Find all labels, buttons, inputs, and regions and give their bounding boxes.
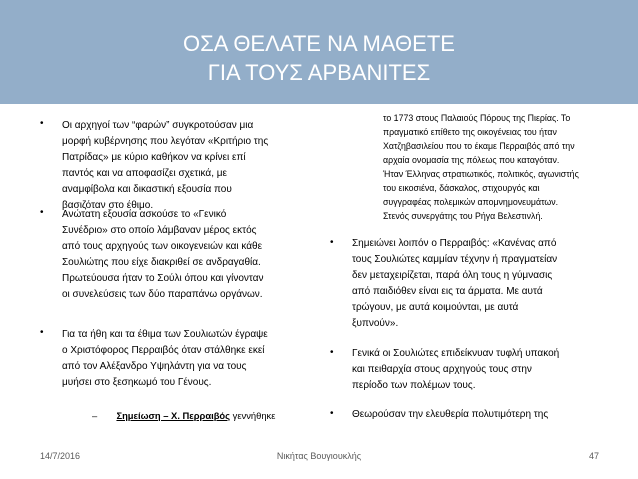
text-line: Θεωρούσαν την ελευθερία πολυτιμότερη της bbox=[352, 409, 549, 420]
footer-author: Νικήτας Βουγιουκλής bbox=[276, 451, 362, 461]
left-bullet-2 bbox=[62, 207, 292, 303]
text-line: Ανώτατη εξουσία ασκούσε το «Γενικό bbox=[62, 209, 227, 220]
text-line: ξυπνούν». bbox=[352, 318, 399, 329]
text-line: παντός και να αποφασίζει σχετικά, με bbox=[62, 168, 227, 179]
text-line: Σουλιώτης που είχε διακριθεί σε ανδραγαθία. bbox=[62, 257, 261, 268]
text-line: περίοδο των πολέμων τους. bbox=[352, 380, 476, 391]
text-line: Στενός συνεργάτης του Ρήγα Βελεστινλή. bbox=[383, 211, 543, 221]
text-line: βασιζόταν στο έθιμο. bbox=[62, 200, 154, 211]
bullet-icon: • bbox=[40, 118, 44, 129]
left-bullet-3 bbox=[62, 327, 297, 391]
bullet-icon: • bbox=[330, 408, 334, 419]
note-label: Σημείωση – Χ. Περραιβός bbox=[116, 410, 231, 421]
text-line: δεν μεταχειρίζεται, παρά όλη τους η γύμνασις bbox=[352, 270, 553, 281]
right-bullet-1 bbox=[352, 236, 592, 332]
left-bullet-1 bbox=[62, 118, 292, 214]
slide-title bbox=[0, 29, 638, 87]
title-line-1: ΟΣΑ ΘΕΛΑΤΕ ΝΑ ΜΑΘΕΤΕ bbox=[183, 31, 455, 56]
right-bullet-2 bbox=[352, 346, 592, 394]
text-line: Γενικά οι Σουλιώτες επιδείκνυαν τυφλή υπακοή bbox=[352, 348, 560, 359]
dash-glyph: – bbox=[92, 410, 98, 421]
text-line: από τους αρχηγούς των οικογενειών και κάθε bbox=[62, 241, 263, 252]
text-line: Για τα ήθη και τα έθιμα των Σουλιωτών έγραψε bbox=[62, 329, 268, 340]
note-text: γεννήθηκε bbox=[230, 410, 276, 421]
text-line: του εικοσιένα, δάσκαλος, στιχουργός και bbox=[383, 183, 540, 193]
text-line: μυήσει στο ξεσηκωμό του Γένους. bbox=[62, 377, 212, 388]
text-line: Ήταν Έλληνας στρατιωτικός, πολιτικός, αγωνιστής bbox=[383, 169, 579, 179]
text-line: από τον Αλέξανδρο Υψηλάντη για να τους bbox=[62, 361, 247, 372]
text-line: τρώγουν, με αυτά κοιμούνται, με αυτά bbox=[352, 302, 519, 313]
text-line: αρχαία ονομασία της πόλεως που καταγόταν. bbox=[383, 155, 560, 165]
text-line: αναμφίβολα και δικαστική εξουσία που bbox=[62, 184, 232, 195]
footer-date: 14/7/2016 bbox=[40, 451, 81, 461]
bullet-icon: • bbox=[330, 237, 334, 248]
text-line: πραγματικό επίθετο της οικογένειας του ήταν bbox=[383, 127, 557, 137]
text-line: Συνέδριο» στο οποίο λάμβαναν μέρος εκτός bbox=[62, 225, 257, 236]
text-line: και πειθαρχία στους αρχηγούς τους στην bbox=[352, 364, 532, 375]
continued-note bbox=[383, 111, 618, 223]
sub-note bbox=[92, 409, 312, 423]
bullet-icon: • bbox=[40, 327, 44, 338]
text-line: το 1773 στους Παλαιούς Πόρους της Πιερίας. Το bbox=[383, 113, 571, 123]
title-bar bbox=[0, 0, 638, 104]
bullet-icon: • bbox=[330, 347, 334, 358]
text-line: μορφή κυβέρνησης που λεγόταν «Κριτήριο της bbox=[62, 136, 269, 147]
text-line: Χατζηβασιλείου που το έκαμε Περραιβός από την bbox=[383, 141, 575, 151]
text-line: οι συνελεύσεις των δύο παραπάνω οργάνων. bbox=[62, 289, 263, 300]
footer-page-number: 47 bbox=[588, 451, 599, 461]
text-line: Οι αρχηγοί των “φαρών” συγκροτούσαν μια bbox=[62, 120, 254, 131]
title-line-2: ΓΙΑ ΤΟΥΣ ΑΡΒΑΝΙΤΕΣ bbox=[207, 60, 431, 85]
right-bullet-3 bbox=[352, 407, 592, 423]
text-line: ο Χριστόφορος Περραιβός όταν στάλθηκε εκεί bbox=[62, 345, 265, 356]
text-line: τους Σουλιώτες καμμίαν τέχνην ή πραγματείαν bbox=[352, 254, 558, 265]
text-line: Πρωτεύουσα ήταν το Σούλι όπου και γίνονταν bbox=[62, 273, 264, 284]
text-line: Σημειώνει λοιπόν ο Περραιβός: «Κανένας από bbox=[352, 238, 557, 249]
text-line: συγγραφέας πολεμικών απομνημονευμάτων. bbox=[383, 197, 559, 207]
text-line: από παιδιόθεν είναι εις τα άρματα. Με αυτά bbox=[352, 286, 543, 297]
text-line: Πατρίδας» με κύριο καθήκον να κρίνει επί bbox=[62, 152, 246, 163]
bullet-icon: • bbox=[40, 207, 44, 218]
